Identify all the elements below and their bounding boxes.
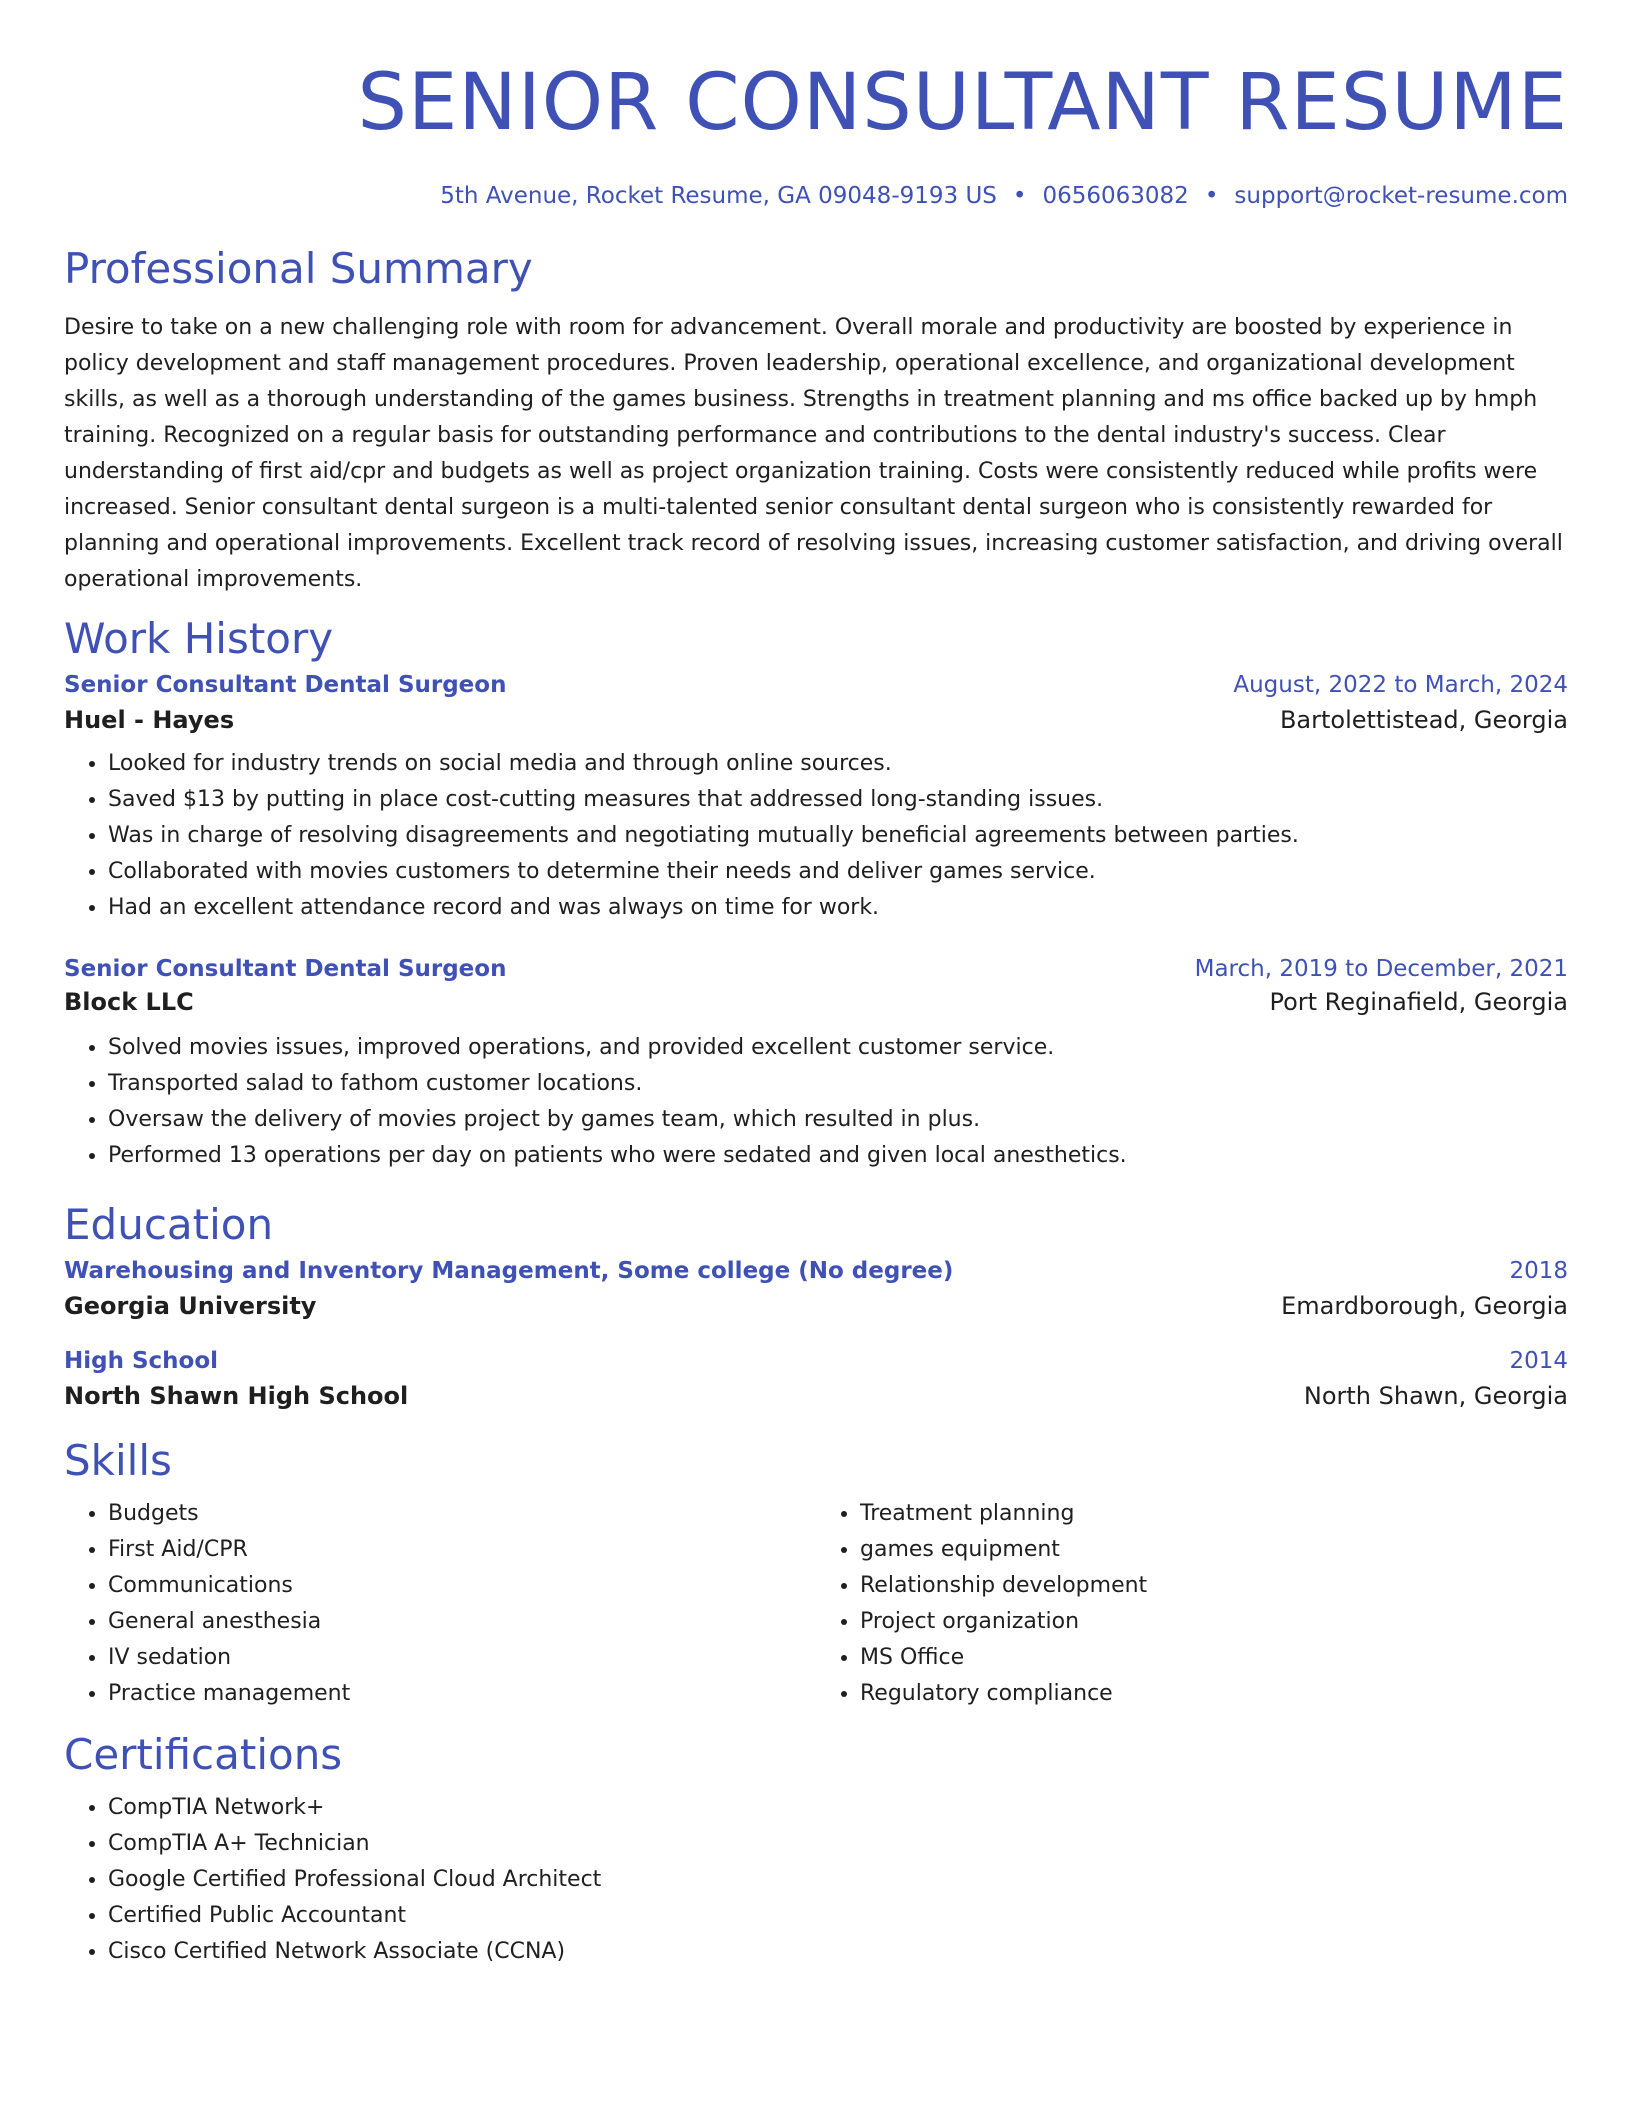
job-bullet: • Collaborated with movies customers to determine their needs and deliver games service. xyxy=(108,854,1568,890)
job-company-row xyxy=(64,988,1568,1016)
education-degree: Warehousing and Inventory Management, Some college (No degree) xyxy=(64,1258,954,1284)
education-year: 2018 xyxy=(1509,1258,1568,1284)
job-dates: March, 2019 to December, 2021 xyxy=(1194,956,1568,982)
contact-line xyxy=(64,182,1568,210)
job-company: Huel - Hayes xyxy=(64,706,235,734)
skill-item: • MS Office xyxy=(860,1640,1568,1676)
certification-item: • CompTIA Network+ xyxy=(108,1790,1568,1826)
skill-item: • Budgets xyxy=(108,1496,816,1532)
certification-item: • Google Certified Professional Cloud Architect xyxy=(108,1862,1568,1898)
summary-text: Desire to take on a new challenging role with room for advancement. Overall morale and productivity are boosted by experience in policy development and staff management procedures. Proven leadership, operational excellence, and organizational development skills, as well as a thorough understanding of the games business. Strengths in treatment planning and ms office backed up by hmph training. Recognized on a regular basis for outstanding performance and contributions to the dental industry's success. Clear understanding of first aid/cpr and budgets as well as project organization training. Costs were consistently reduced while profits were increased. Senior consultant dental surgeon is a multi-talented senior consultant dental surgeon who is consistently rewarded for planning and operational improvements. Excellent track record of resolving issues, increasing customer satisfaction, and driving overall operational improvements. xyxy=(64,315,1563,592)
education-school: North Shawn High School xyxy=(64,1382,409,1410)
certifications-list xyxy=(64,1790,1568,1970)
job-title: Senior Consultant Dental Surgeon xyxy=(64,956,507,982)
job-location: Bartolettistead, Georgia xyxy=(1279,706,1568,734)
education-school: Georgia University xyxy=(64,1292,317,1320)
skill-item: • games equipment xyxy=(860,1532,1568,1568)
job-bullet: • Had an excellent attendance record and was always on time for work. xyxy=(108,890,1568,926)
skill-item: • Relationship development xyxy=(860,1568,1568,1604)
skill-item: • General anesthesia xyxy=(108,1604,816,1640)
job-bullet: • Oversaw the delivery of movies project by games team, which resulted in plus. xyxy=(108,1102,1568,1138)
job-company-row xyxy=(64,706,1568,734)
certification-item: • CompTIA A+ Technician xyxy=(108,1826,1568,1862)
resume-title: SENIOR CONSULTANT RESUME xyxy=(357,58,1568,148)
skill-item: • Treatment planning xyxy=(860,1496,1568,1532)
education-year: 2014 xyxy=(1509,1348,1568,1374)
education-location: Emardborough, Georgia xyxy=(1281,1292,1568,1320)
job-entry xyxy=(64,672,1568,926)
job-bullets xyxy=(64,746,1568,926)
skill-item: • Project organization xyxy=(860,1604,1568,1640)
skills-heading: Skills xyxy=(64,1436,172,1485)
separator-dot: • xyxy=(1012,183,1027,209)
education-location: North Shawn, Georgia xyxy=(1303,1382,1568,1410)
job-title: Senior Consultant Dental Surgeon xyxy=(64,672,507,698)
contact-phone: 0656063082 xyxy=(1042,183,1189,209)
certifications-heading: Certifications xyxy=(64,1730,343,1779)
certification-item: • Cisco Certified Network Associate (CCNA) xyxy=(108,1934,1568,1970)
skill-item: • First Aid/CPR xyxy=(108,1532,816,1568)
education-heading: Education xyxy=(64,1200,274,1249)
work-history-heading: Work History xyxy=(64,614,334,663)
job-location: Port Reginafield, Georgia xyxy=(1269,988,1568,1016)
job-company: Block LLC xyxy=(64,988,194,1016)
skill-item: • Communications xyxy=(108,1568,816,1604)
education-school-row xyxy=(64,1382,1568,1410)
contact-email: support@rocket-resume.com xyxy=(1234,183,1568,209)
skills-list-left xyxy=(64,1496,816,1712)
job-bullet: • Transported salad to fathom customer locations. xyxy=(108,1066,1568,1102)
education-degree: High School xyxy=(64,1348,219,1374)
job-bullet: • Solved movies issues, improved operations, and provided excellent customer service. xyxy=(108,1030,1568,1066)
separator-dot: • xyxy=(1204,183,1219,209)
job-bullet: • Was in charge of resolving disagreements and negotiating mutually beneficial agreements between parties. xyxy=(108,818,1568,854)
summary-heading: Professional Summary xyxy=(64,244,533,293)
certification-item: • Certified Public Accountant xyxy=(108,1898,1568,1934)
education-entry xyxy=(64,1348,1568,1410)
education-school-row xyxy=(64,1292,1568,1320)
skill-item: • Regulatory compliance xyxy=(860,1676,1568,1712)
skills-columns xyxy=(64,1496,1568,1712)
education-degree-row xyxy=(64,1258,1568,1284)
job-bullet: • Saved $13 by putting in place cost-cutting measures that addressed long-standing issues. xyxy=(108,782,1568,818)
education-degree-row xyxy=(64,1348,1568,1374)
skill-item: • Practice management xyxy=(108,1676,816,1712)
skill-item: • IV sedation xyxy=(108,1640,816,1676)
job-title-row xyxy=(64,672,1568,698)
skills-list-right xyxy=(816,1496,1568,1712)
job-dates: August, 2022 to March, 2024 xyxy=(1233,672,1568,698)
education-entry xyxy=(64,1258,1568,1320)
job-entry xyxy=(64,956,1568,1174)
job-title-row xyxy=(64,956,1568,982)
job-bullet: • Looked for industry trends on social media and through online sources. xyxy=(108,746,1568,782)
job-bullets xyxy=(64,1030,1568,1174)
contact-address: 5th Avenue, Rocket Resume, GA 09048-9193 US xyxy=(440,183,997,209)
job-bullet: • Performed 13 operations per day on patients who were sedated and given local anesthetics. xyxy=(108,1138,1568,1174)
